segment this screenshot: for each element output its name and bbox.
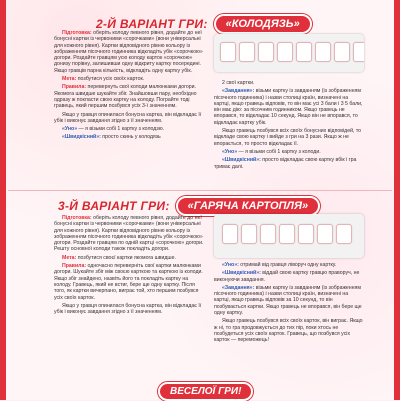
section-divider: [8, 190, 392, 191]
variant3-header: [58, 196, 320, 216]
card-image: [222, 224, 238, 244]
paragraph: [214, 285, 364, 316]
paragraph-label: «Швидкісний»:: [62, 134, 101, 141]
paragraph-label: Мета:: [62, 254, 77, 261]
paragraph: [214, 128, 364, 147]
paragraph-label: Правила:: [62, 263, 87, 270]
card-image: [353, 42, 364, 62]
card-image: [260, 224, 276, 244]
paragraph-label: «Завдання»:: [222, 284, 255, 291]
card-image: [296, 42, 312, 62]
card-image: [258, 42, 274, 62]
paragraph-text: Якщо гравець позбувся всіх своїх бонусних відповідей, то відкладе свою картку і вийде з гри на 3 рази. Якщо ж не впорається, то просто відкладає її.: [214, 128, 362, 147]
paragraph-text: — я візьми собі 1 картку з колодзю.: [77, 126, 165, 133]
paragraph-text: просто відкладає свою картку вбік і гра триває далі.: [214, 157, 357, 170]
paragraph-label: Правила:: [62, 84, 87, 91]
paragraph-text: візьми картку із завданням (із зображенням пісочного годинника) і назви столиці країн, визначені на картці, якщо гравець відповів за 10 секунд, то він позбувається картки. Якщо гравець не впорався, він бере ще одну картку.: [214, 284, 362, 317]
left-border-decoration: [0, 0, 6, 400]
paragraph-text: отримай від гравця ліворуч одну картку.: [238, 262, 337, 268]
paragraph: [54, 84, 204, 109]
card-image: [298, 224, 314, 244]
paragraph-text: Якщо у гравця опинилася бонусна картка, він відкладає її убік і виконує завдання згідно з її значенням.: [54, 302, 202, 316]
paragraph-label: «Уно»: [222, 148, 238, 155]
paragraph-text: віддай свою картку гравцю праворуч, не виконуючи завдання.: [214, 270, 360, 283]
paragraph: [54, 76, 204, 82]
paragraph-text: 2 свої картки.: [222, 80, 255, 86]
paragraph: [214, 318, 364, 343]
variant3-right-column: [214, 262, 364, 346]
paragraph-text: візьми картку із завданням (із зображенням пісочного годинника) і назви столиці країн, визначені на картці, якщо гравець відповів, то він має усі 3 бали і 3 5 бали, він має дію: за пісочним годинником. Якщо гравець не впорався, то відкладає 10 секунд. Якщо він не впорався, то відкладає картку убік.: [214, 88, 363, 126]
paragraph: [214, 270, 364, 283]
paragraph: [54, 30, 204, 74]
card-image: [277, 42, 293, 62]
paragraph-label: «Швидкісний»:: [222, 270, 261, 277]
paragraph-text: перевернуть свої колоди малюнками догори. Якомога швидше шукайте збіг. Знайшовши пару, необхідно одразу ж покласти свою картку на колоду. Пограйте тоді гравець, який першим позбувся усіх 3-ї значенням.: [54, 84, 197, 110]
card-image: [239, 42, 255, 62]
paragraph: [54, 255, 204, 261]
variant3-cards-photo: [214, 214, 364, 258]
paragraph-label: «Уно»:: [222, 262, 239, 268]
paragraph: [54, 263, 204, 301]
paragraph-label: Мета:: [62, 76, 77, 83]
card-image: [317, 224, 333, 244]
paragraph-label: «Уно»: [62, 126, 78, 133]
variant2-title: 2-Й ВАРІАНТ ГРИ:: [96, 17, 208, 31]
paragraph: [214, 157, 364, 170]
card-image: [241, 224, 257, 244]
paragraph: [214, 80, 364, 86]
variant3-title: 3-Й ВАРІАНТ ГРИ:: [58, 199, 170, 213]
variant2-left-column: [54, 30, 204, 143]
paragraph: [214, 149, 364, 155]
footer-banner: ВЕСЕЛОЇ ГРИ!: [158, 382, 253, 401]
variant2-right-column: [214, 80, 364, 172]
paragraph: [54, 303, 204, 316]
paragraph: [214, 88, 364, 126]
card-image: [315, 42, 331, 62]
paragraph-text: оберіть колоду певного рівня, додайте до неї бонусні картки із червоними «сорочками» (вони універсальні для кожного рівня). Картки відповідного рівню кольору із зображенням пісочного годинника відкладіть убік «сорочкою» догори. Роздайте гравцям по одній картці «сорочкою» догори. Решту основної колоди також покладіть догори.: [54, 215, 204, 253]
paragraph-label: «Завдання»:: [222, 88, 255, 95]
paragraph-text: позбутися своєї картки якомога швидше.: [76, 254, 176, 261]
card-image: [336, 224, 352, 244]
paragraph: [54, 134, 204, 140]
paragraph-text: — я візьми собі 1 картку з колоди.: [237, 148, 321, 155]
right-border-decoration: [394, 0, 400, 400]
paragraph-label: Підготовка:: [62, 215, 92, 221]
card-image: [334, 42, 350, 62]
paragraph-text: одночасно переверніть свої картки малюнками догори. Шукайте збіг між своєю карткою та карткою із колоди. Якщо збіг знайдено, назвіть його та покладіть картку на колоду. Гравець, який не встиг, бере ще одну картку. Після того, як картки вичерпано, виграє той, хто першим позбувся усіх своїх карток.: [54, 263, 203, 301]
paragraph-text: просто скинь у колодязь: [100, 134, 161, 141]
variant3-game-name: «ГАРЯЧА КАРТОПЛЯ»: [176, 196, 320, 216]
paragraph-text: позбутися усіх своїх карток.: [76, 76, 145, 83]
variant2-cards-photo: [214, 34, 364, 72]
paragraph-text: оберіть колоду певного рівня, додайте до неї бонусні картки із червоними «сорочками» (вони універсальні для кожного рівня). Картки відповідного рівню кольору із зображенням пісочного годинника відкладіть убік «сорочкою» догори. Роздайте гравцям усю колоду карток «сорочкою» донизу порівну, залишивши одну відкриту картку посередині. Якщо гравців парна кількість, відкладіть одну картку убік.: [54, 30, 203, 74]
paragraph-text: Якщо гравець позбувся всіх своїх карток, він виграє. Якщо ж ні, то гра продовжується до тих пір, поки хтось не позбудеться усіх своїх карток. Гравець, що позбувся усіх карток — переможець!: [214, 318, 363, 344]
card-image: [220, 42, 236, 62]
variant2-game-name: «КОЛОДЯЗЬ»: [214, 14, 312, 34]
paragraph-label: «Швидкісний»:: [222, 157, 261, 164]
variant3-left-column: [54, 215, 204, 317]
paragraph: [54, 126, 204, 132]
paragraph-label: Підготовка:: [62, 30, 92, 36]
paragraph: [54, 112, 204, 125]
paragraph: [214, 262, 364, 268]
paragraph: [54, 215, 204, 253]
card-image: [279, 224, 295, 244]
paragraph-text: Якщо у гравця опинилася бонусна картка, він відкладає її убік і виконує завдання згідно з її значенням.: [54, 111, 202, 124]
